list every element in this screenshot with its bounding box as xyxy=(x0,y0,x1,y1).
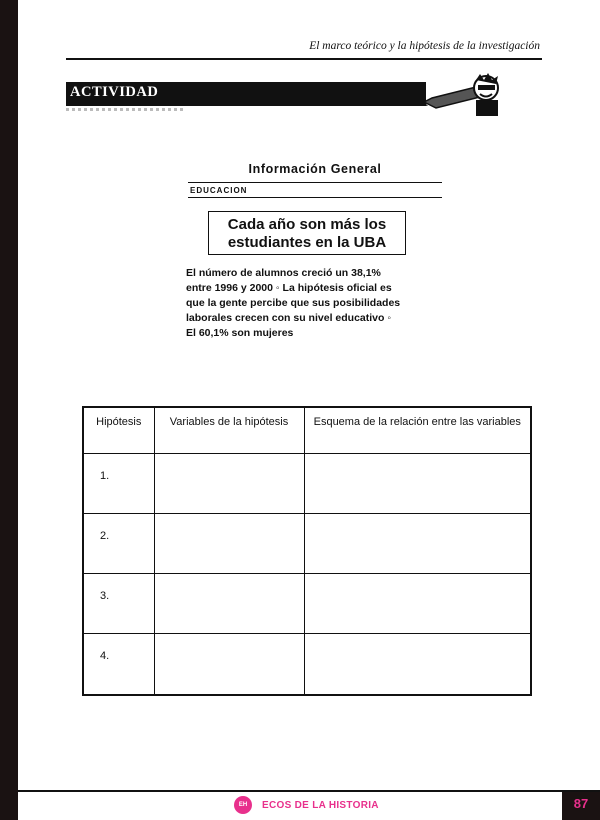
brand-logo-icon: EH xyxy=(234,796,252,814)
body-line: El número de alumnos creció un 38,1% xyxy=(186,267,381,279)
row-number: 2. xyxy=(83,514,154,574)
variables-cell[interactable] xyxy=(154,574,304,634)
relation-cell[interactable] xyxy=(304,634,531,695)
row-number: 1. xyxy=(83,454,154,514)
variables-cell[interactable] xyxy=(154,514,304,574)
relation-cell[interactable] xyxy=(304,454,531,514)
running-head: El marco teórico y la hipótesis de la investigación xyxy=(309,40,540,52)
body-line: El 60,1% son mujeres xyxy=(186,327,294,339)
headline-box xyxy=(208,211,406,255)
info-rule-top xyxy=(188,182,442,183)
table-header-row xyxy=(83,407,531,454)
column-header-relation: Esquema de la relación entre las variables xyxy=(304,407,531,454)
body-line: entre 1996 y 2000 ◦ La hipótesis oficial es xyxy=(186,282,392,294)
table-row xyxy=(83,634,531,695)
activity-banner-label: ACTIVIDAD xyxy=(70,84,159,100)
table-row xyxy=(83,574,531,634)
headline-line: estudiantes en la UBA xyxy=(227,234,387,251)
body-line: que la gente percibe que sus posibilidades xyxy=(186,297,401,309)
info-title: Información General xyxy=(248,162,382,176)
banner-shadow xyxy=(66,108,186,111)
variables-cell[interactable] xyxy=(154,634,304,695)
headline-line: Cada año son más los xyxy=(227,216,387,233)
row-number: 3. xyxy=(83,574,154,634)
page-number: 87 xyxy=(562,792,600,820)
info-rule-bottom xyxy=(188,197,442,198)
page-spine xyxy=(0,0,18,820)
column-header-hypothesis: Hipótesis xyxy=(83,407,154,454)
hypothesis-table xyxy=(82,406,532,696)
table-row xyxy=(83,454,531,514)
article-body xyxy=(186,266,456,341)
relation-cell[interactable] xyxy=(304,514,531,574)
row-number: 4. xyxy=(83,634,154,695)
body-line: laborales crecen con su nivel educativo ◦ xyxy=(186,312,392,324)
relation-cell[interactable] xyxy=(304,574,531,634)
variables-cell[interactable] xyxy=(154,454,304,514)
section-label: EDUCACION xyxy=(190,186,248,195)
table-row xyxy=(83,514,531,574)
footer-rule xyxy=(18,790,600,792)
pencil-mascot-icon xyxy=(420,72,510,118)
header-rule xyxy=(66,58,542,60)
column-header-variables: Variables de la hipótesis xyxy=(154,407,304,454)
footer-brand: ECOS DE LA HISTORIA xyxy=(262,800,379,811)
